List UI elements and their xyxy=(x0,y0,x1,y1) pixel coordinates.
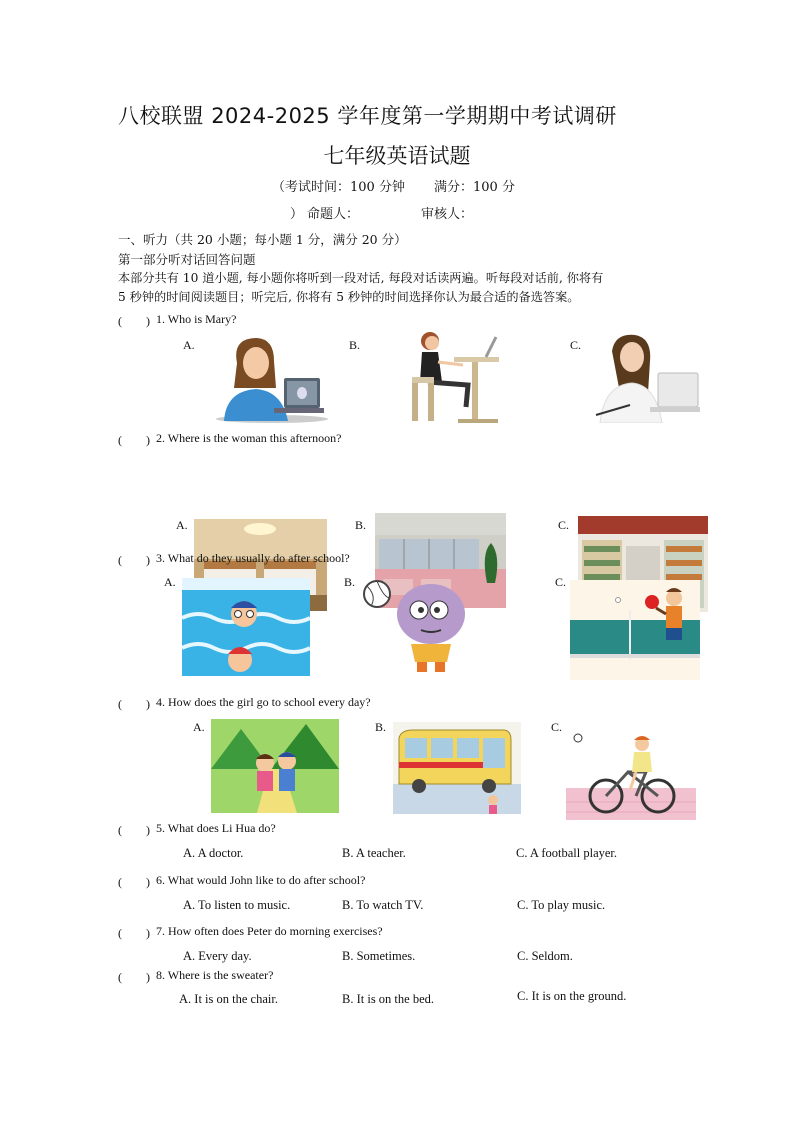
option-label: B. xyxy=(344,575,356,589)
exam-title xyxy=(118,100,617,130)
answer-paren[interactable]: ( ) xyxy=(118,553,150,567)
option-label: C. xyxy=(551,720,563,734)
author-paren: ） xyxy=(290,207,304,222)
option-c[interactable]: C. A football player. xyxy=(516,846,618,860)
title-year: 2024-2025 xyxy=(211,104,331,128)
option-label: C. xyxy=(555,575,567,589)
option-b[interactable]: B. A teacher. xyxy=(342,846,406,860)
author-label: 命题人： xyxy=(307,207,360,222)
instruction-line2: 5 秒钟的时间阅读题目；听完后, 你将有 5 秒钟的时间选择你认为最合适的备选答案。 xyxy=(118,290,580,304)
answer-paren[interactable]: ( ) xyxy=(118,875,150,889)
exam-subtitle: 七年级英语试题 xyxy=(323,144,471,168)
title-suffix: 学年度第一学期期中考试调研 xyxy=(337,104,617,128)
answer-paren[interactable]: ( ) xyxy=(118,926,150,940)
option-b[interactable]: B. Sometimes. xyxy=(342,949,416,963)
office-worker-picture[interactable] xyxy=(408,327,504,427)
option-a[interactable]: A. Every day. xyxy=(183,949,252,963)
instruction-line1: 本部分共有 10 道小题, 每小题你将听到一段对话, 每段对话读两遍。听每段对话前, 你将有 xyxy=(118,271,604,285)
option-label: A. xyxy=(183,338,195,352)
answer-paren[interactable]: ( ) xyxy=(118,823,150,837)
option-label: A. xyxy=(164,575,176,589)
title-prefix: 八校联盟 xyxy=(118,104,204,128)
reviewer-label: 审核人： xyxy=(421,207,474,222)
option-label: C. xyxy=(570,338,582,352)
option-a[interactable]: A. It is on the chair. xyxy=(179,992,278,1006)
option-label: B. xyxy=(349,338,361,352)
option-label: B. xyxy=(355,518,367,532)
woman-thinking-picture[interactable] xyxy=(590,333,702,423)
answer-paren[interactable]: ( ) xyxy=(118,314,150,328)
option-label: C. xyxy=(558,518,570,532)
walking-kids-picture[interactable] xyxy=(211,719,339,813)
answer-paren[interactable]: ( ) xyxy=(118,970,150,984)
question-2: 2. Where is the woman this afternoon? xyxy=(156,431,342,445)
swimming-picture[interactable] xyxy=(182,578,310,676)
option-a[interactable]: A. To listen to music. xyxy=(183,898,291,912)
full-score: 满分：100 分 xyxy=(434,180,515,195)
volleyball-picture[interactable] xyxy=(361,578,479,674)
option-c[interactable]: C. To play music. xyxy=(517,898,606,912)
option-b[interactable]: B. To watch TV. xyxy=(342,898,424,912)
exam-time: （考试时间：100 分钟 xyxy=(272,180,405,195)
question-1: 1. Who is Mary? xyxy=(156,312,237,326)
option-label: A. xyxy=(176,518,188,532)
part-heading: 第一部分听对话回答问题 xyxy=(118,252,256,267)
question-3: 3. What do they usually do after school? xyxy=(156,551,350,565)
question-7: 7. How often does Peter do morning exercises? xyxy=(156,924,383,938)
question-4: 4. How does the girl go to school every day? xyxy=(156,695,371,709)
option-b[interactable]: B. It is on the bed. xyxy=(342,992,435,1006)
option-a[interactable]: A. A doctor. xyxy=(183,846,244,860)
bus-picture[interactable] xyxy=(393,722,521,814)
woman-laptop-picture[interactable] xyxy=(212,333,330,423)
option-label: B. xyxy=(375,720,387,734)
question-6: 6. What would John like to do after school? xyxy=(156,873,366,887)
table-tennis-picture[interactable] xyxy=(570,580,700,680)
question-8: 8. Where is the sweater? xyxy=(156,968,274,982)
option-c[interactable]: C. Seldom. xyxy=(517,949,573,963)
option-c[interactable]: C. It is on the ground. xyxy=(517,989,627,1003)
answer-paren[interactable]: ( ) xyxy=(118,697,150,711)
bicycle-picture[interactable] xyxy=(566,732,696,820)
answer-paren[interactable]: ( ) xyxy=(118,433,150,447)
question-5: 5. What does Li Hua do? xyxy=(156,821,276,835)
section-heading: 一、听力（共 20 小题；每小题 1 分，满分 20 分） xyxy=(118,232,407,247)
option-label: A. xyxy=(193,720,205,734)
